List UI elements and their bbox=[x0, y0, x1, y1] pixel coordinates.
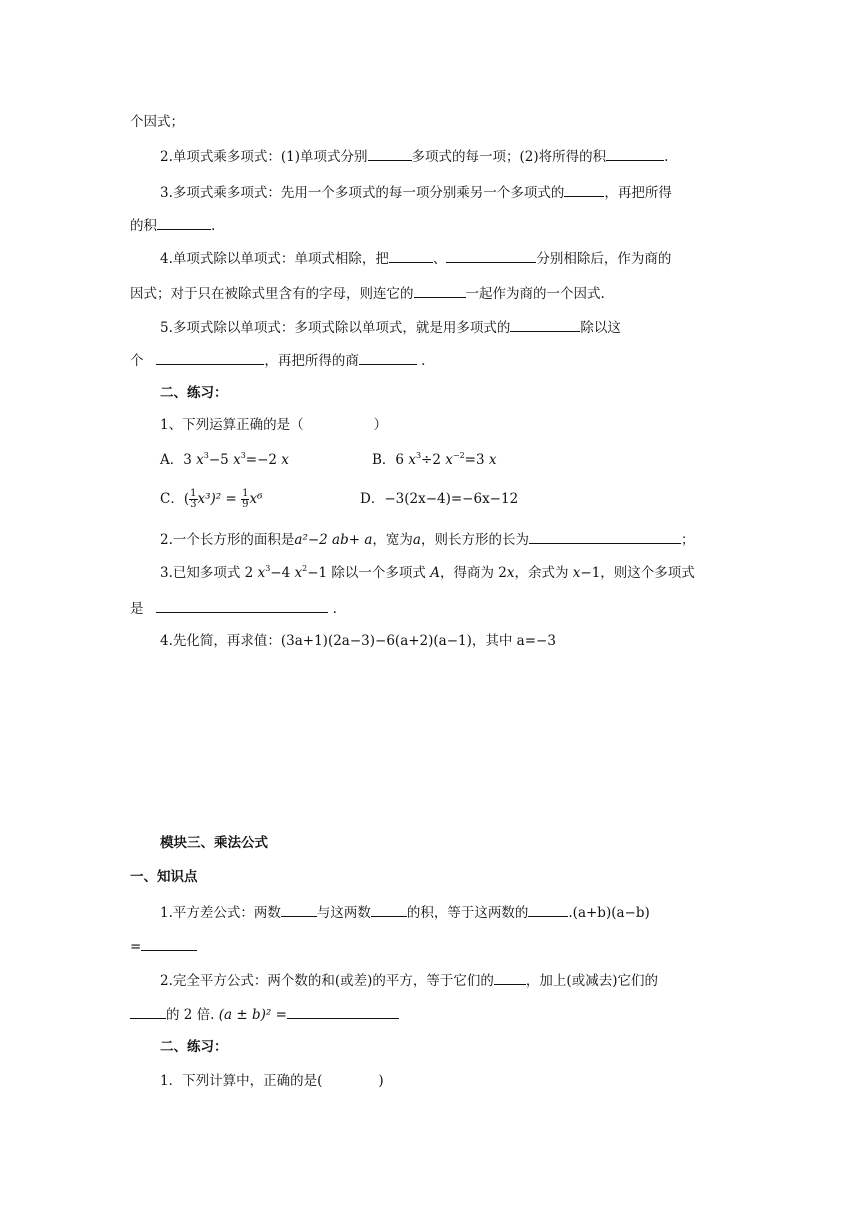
line-5-text-a: 4.单项式除以单项式：单项式相除，把 bbox=[160, 251, 389, 267]
line-3 bbox=[160, 182, 672, 202]
line-8 bbox=[130, 350, 425, 370]
option-d: D．−3(2x−4)=−6x−12 bbox=[360, 491, 519, 507]
fill-blank[interactable] bbox=[529, 529, 681, 544]
formula-1-text-c: 的积，等于这两数的 bbox=[406, 905, 529, 921]
line-4 bbox=[130, 215, 215, 235]
option-c-label: C． bbox=[160, 491, 184, 507]
line-7 bbox=[160, 317, 621, 337]
question-2-text-c: ，则长方形的长为 bbox=[420, 532, 529, 548]
question-4: 4.先化简，再求值：(3a+1)(2a−3)−6(a+2)(a−1)，其中 a=−3 bbox=[160, 633, 556, 649]
question-3-cont bbox=[130, 598, 337, 618]
option-a: A．3 $x^3-5$ $x^3=-2$ x bbox=[160, 451, 289, 468]
question-3: 3.已知多项式 2 $x^3-4$ $x^2-1$ 除以一个多项式 A，得商为 2x，余式为 x−1，则这个多项式 bbox=[160, 564, 695, 581]
formula-2-cont bbox=[130, 1004, 399, 1024]
fill-blank[interactable] bbox=[368, 146, 412, 161]
fill-blank[interactable] bbox=[528, 902, 568, 917]
formula-2-text-b: ，加上(或减去)它们的 bbox=[525, 973, 658, 989]
formula-2-text-b2: 的 2 倍. bbox=[166, 1007, 215, 1023]
line-1-text: 个因式； bbox=[130, 114, 184, 130]
fill-blank[interactable] bbox=[564, 182, 604, 197]
var-x: x bbox=[257, 565, 266, 581]
line-8-text-a: 个 bbox=[130, 353, 144, 369]
var-A: A bbox=[430, 565, 440, 581]
question-3-text-a: 3.已知多项式 2 bbox=[160, 565, 254, 581]
line-5-text-c: 分别相除后，作为商的 bbox=[536, 251, 672, 267]
line-8-text-b: ，再把所得的商 bbox=[264, 353, 359, 369]
question-3-text-d: ，得商为 2 bbox=[439, 565, 507, 581]
question-1 bbox=[160, 416, 387, 434]
formula-1-text-d: .(a+b)(a−b) bbox=[568, 905, 650, 921]
module-title: 模块三、乘法公式 bbox=[160, 835, 268, 851]
option-a-mid: −5 bbox=[208, 452, 229, 468]
formula-2-expr: (a ± b)² = bbox=[218, 1007, 287, 1023]
var-x: x bbox=[572, 565, 581, 581]
line-2 bbox=[160, 146, 668, 166]
question-3-text-b: −4 bbox=[270, 565, 291, 581]
question-3-text-e: ，余式为 bbox=[514, 565, 569, 581]
line-6-text-a: 因式；对于只在被除式里含有的字母，则连它的 bbox=[130, 286, 414, 302]
line-6-text-b: 一起作为商的一个因式. bbox=[465, 286, 605, 302]
fill-blank[interactable] bbox=[130, 1004, 166, 1019]
line-3-text-b: ，再把所得 bbox=[604, 185, 672, 201]
line-5-text-b: 、 bbox=[432, 251, 447, 267]
knowledge-heading: 一、知识点 bbox=[130, 869, 198, 885]
var-x: x bbox=[233, 452, 241, 468]
fill-blank[interactable] bbox=[446, 248, 536, 263]
formula-1 bbox=[160, 902, 650, 922]
option-b-end: =3 bbox=[464, 452, 485, 468]
fraction-one-third: $\frac{1}{3}$ bbox=[190, 488, 197, 510]
line-1 bbox=[130, 113, 184, 131]
fill-blank[interactable] bbox=[389, 248, 433, 263]
var-a: a bbox=[412, 532, 421, 548]
question-2-expr: a²−2 ab+ a bbox=[294, 532, 373, 548]
fill-blank[interactable] bbox=[287, 1004, 399, 1019]
question-3-1 bbox=[160, 1072, 384, 1090]
line-4-text-a: 的积 bbox=[130, 218, 157, 234]
formula-1-text-b: 与这两数 bbox=[316, 905, 371, 921]
option-a-label: A．3 bbox=[160, 452, 192, 468]
option-a-end: =−2 bbox=[245, 452, 277, 468]
fill-blank[interactable] bbox=[359, 350, 417, 365]
formula-2-text-a: 2.完全平方公式：两个数的和(或差)的平方，等于它们的 bbox=[160, 973, 494, 989]
var-x: x bbox=[196, 452, 204, 468]
formula-1-text-a: 1.平方差公式：两数 bbox=[160, 905, 281, 921]
fraction-one-ninth: $\frac{1}{9}$ bbox=[242, 488, 249, 510]
option-b-mid: ÷2 bbox=[421, 452, 441, 468]
question-3-text-h: . bbox=[332, 601, 337, 617]
question-1-close: ） bbox=[373, 417, 388, 433]
line-4-text-b: . bbox=[211, 218, 216, 234]
fill-blank[interactable] bbox=[371, 902, 407, 917]
formula-1-equals: = bbox=[130, 939, 142, 955]
var-x: x bbox=[488, 452, 497, 468]
var-x: x bbox=[281, 452, 289, 468]
question-3-1-text: 1．下列计算中，正确的是( bbox=[160, 1073, 323, 1089]
question-3-1-close: ) bbox=[378, 1073, 384, 1089]
line-3-text-a: 3.多项式乘多项式：先用一个多项式的每一项分别乘另一个多项式的 bbox=[160, 185, 565, 201]
question-2-text-d: ； bbox=[680, 532, 695, 548]
line-2-text-b: 多项式的每一项；(2)将所得的积 bbox=[411, 149, 607, 165]
option-c-result: x⁶ bbox=[249, 491, 263, 507]
question-2-text-a: 2.一个长方形的面积是 bbox=[160, 532, 295, 548]
fill-blank[interactable] bbox=[156, 598, 328, 613]
option-c-expr: x³)² = bbox=[197, 491, 237, 507]
question-3-text-g: 是 bbox=[130, 601, 144, 617]
option-c: C．( $\frac{1}{3}$ x³)² = $\frac{1}{9}$ x⁶ bbox=[160, 488, 263, 510]
formula-1-cont bbox=[130, 936, 197, 956]
var-x: x bbox=[506, 565, 515, 581]
fill-blank[interactable] bbox=[281, 902, 317, 917]
question-2 bbox=[160, 529, 694, 549]
fill-blank[interactable] bbox=[414, 283, 466, 298]
line-8-text-c: . bbox=[421, 353, 426, 369]
fill-blank[interactable] bbox=[141, 936, 197, 951]
formula-2 bbox=[160, 970, 658, 990]
option-b: B．6 $x^3\div 2$ $x^{-2}=3$ x bbox=[372, 451, 497, 468]
fill-blank[interactable] bbox=[510, 317, 580, 332]
var-x: x bbox=[294, 565, 303, 581]
line-7-text-b: 除以这 bbox=[580, 320, 621, 336]
var-x: x bbox=[408, 452, 416, 468]
fill-blank[interactable] bbox=[157, 215, 211, 230]
line-7-text-a: 5.多项式除以单项式：多项式除以单项式，就是用多项式的 bbox=[160, 320, 511, 336]
question-3-text-c: −1 除以一个多项式 bbox=[307, 565, 426, 581]
fill-blank[interactable] bbox=[494, 970, 526, 985]
question-3-text-f: −1，则这个多项式 bbox=[580, 565, 695, 581]
fill-blank[interactable] bbox=[156, 350, 264, 365]
line-6 bbox=[130, 283, 605, 303]
exercise-heading: 二、练习： bbox=[160, 385, 228, 401]
question-1-text: 1、下列运算正确的是（ bbox=[160, 417, 304, 433]
option-b-label: B．6 bbox=[372, 452, 405, 468]
line-2-text-a: 2.单项式乘多项式：(1)单项式分别 bbox=[160, 149, 368, 165]
question-2-text-b: ，宽为 bbox=[372, 532, 413, 548]
var-x: x bbox=[445, 452, 453, 468]
exercise-heading-2: 二、练习： bbox=[160, 1039, 228, 1055]
line-5 bbox=[160, 248, 671, 268]
line-2-text-c: . bbox=[664, 149, 669, 165]
fill-blank[interactable] bbox=[606, 146, 664, 161]
